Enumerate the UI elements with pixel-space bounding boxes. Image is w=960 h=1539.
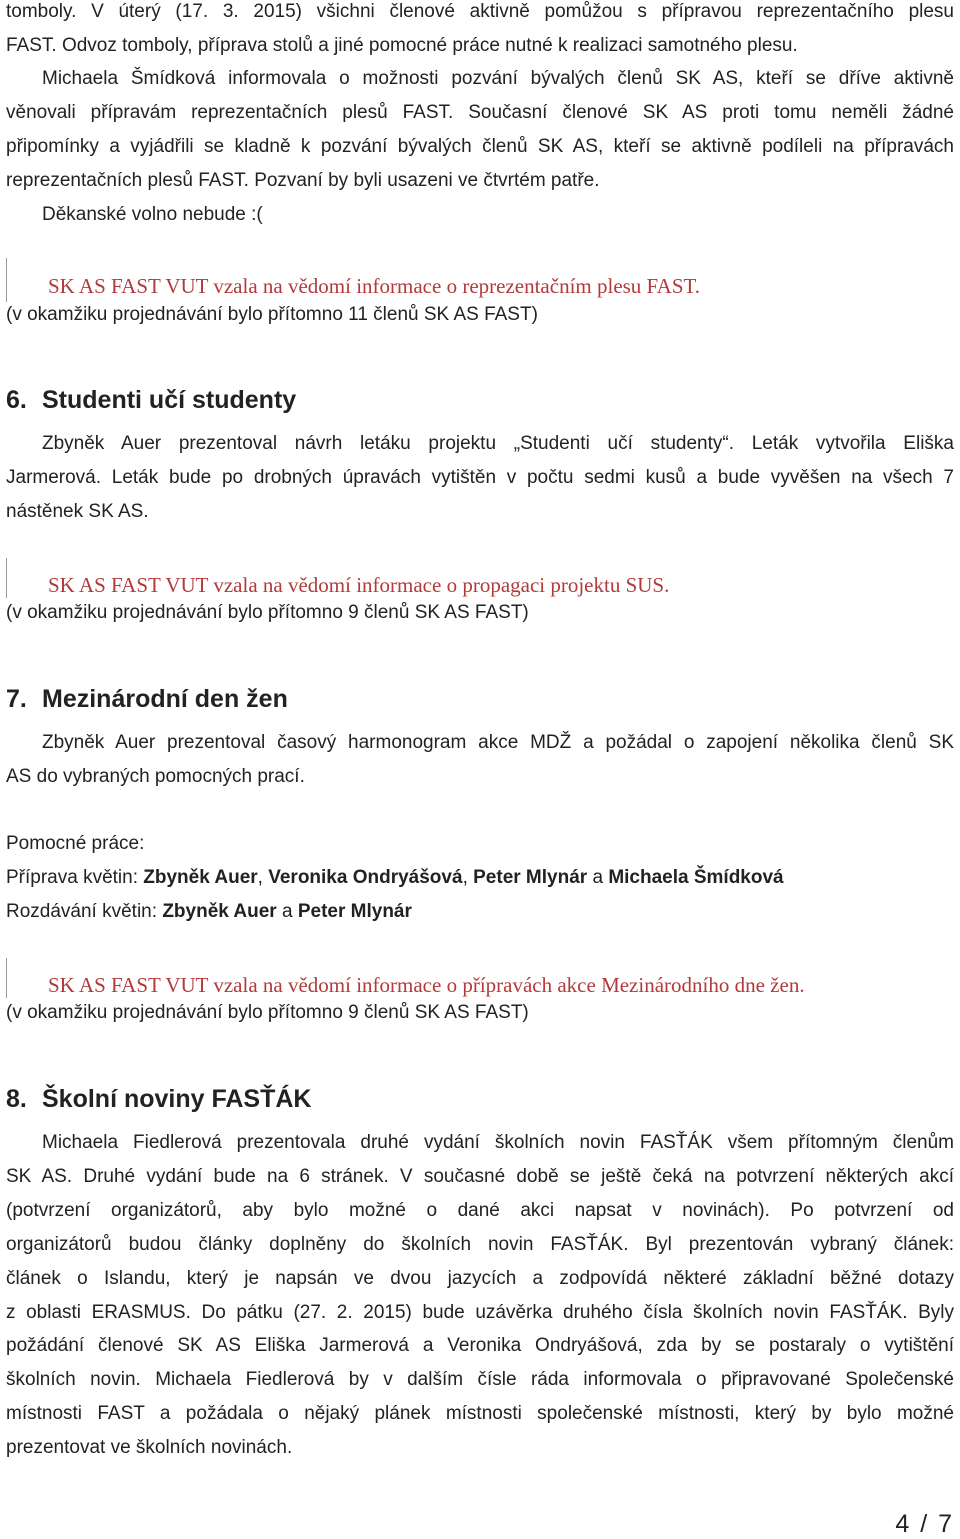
separator: a [281,901,293,922]
text-line: tomboly. V úterý (17. 3. 2015) všichni členové aktivně pomůžou s přípravou reprezentačního plesu [6,1,954,22]
text-line: věnovali přípravám reprezentačních plesů FAST. Současní členové SK AS proti tomu neměli žádné [6,102,954,123]
section-number: 6. [6,386,27,414]
text-line: školních novin. Michaela Fiedlerová by v dalším čísle ráda informovala o připravované Společenské [6,1369,954,1390]
section-title: Školní noviny FASŤÁK [42,1085,312,1113]
attendance-note: (v okamžiku projednávání bylo přítomno 9 členů SK AS FAST) [6,1002,529,1023]
person-name: Peter Mlynár [473,867,588,888]
resolution-marker [6,958,7,998]
text-line: AS do vybraných pomocných prací. [6,766,305,787]
person-name: Veronika Ondryášová [268,867,463,888]
section-heading [6,1083,311,1115]
page-number: 4 / 7 [895,1510,954,1538]
text-line: SK AS. Druhé vydání bude na 6 stránek. V současné době se ještě čeká na potvrzení některých akcí [6,1166,954,1187]
text-line: Zbyněk Auer prezentoval časový harmonogram akce MDŽ a požádal o zapojení několika členů SK [42,732,954,753]
text-line: Děkanské volno nebude :( [42,204,263,225]
flowers-prep-label: Příprava květin: [6,867,138,888]
person-name: Zbyněk Auer [143,867,258,888]
resolution-text: SK AS FAST VUT vzala na vědomí informace o reprezentačním plesu FAST. [48,274,701,298]
person-name: Zbyněk Auer [162,901,277,922]
attendance-note: (v okamžiku projednávání bylo přítomno 11 členů SK AS FAST) [6,304,538,325]
text-line: prezentovat ve školních novinách. [6,1437,293,1458]
text-line: požádání členové SK AS Eliška Jarmerová a Veronika Ondryášová, zda by se postaraly o vytištění [6,1335,954,1356]
text-line: Michaela Šmídková informovala o možnosti pozvání bývalých členů SK AS, kteří se dříve aktivně [42,68,954,89]
text-line: nástěnek SK AS. [6,501,149,522]
flowers-prep-line [6,866,954,890]
text-line: organizátorů budou články doplněny do školních novin FASŤÁK. Byl prezentován vybraný článek: [6,1234,954,1255]
resolution-marker [6,558,7,598]
separator: a [592,867,604,888]
flowers-dist-label: Rozdávání květin: [6,901,158,922]
person-name: Peter Mlynár [297,901,412,922]
resolution-text: SK AS FAST VUT vzala na vědomí informace o přípravách akce Mezinárodního dne žen. [48,973,805,997]
flowers-dist-line [6,900,954,924]
separator: , [257,867,263,888]
attendance-note: (v okamžiku projednávání bylo přítomno 9 členů SK AS FAST) [6,602,529,623]
text-line: místnosti FAST a požádala o nějaký plánek místnosti společenské místnosti, který by bylo možné [6,1403,954,1424]
resolution-text: SK AS FAST VUT vzala na vědomí informace o propagaci projektu SUS. [48,573,670,597]
text-line: článek o Islandu, který je napsán ve dvou jazycích a zodpovídá některé základní běžné dotazy [6,1268,954,1289]
text-line: Zbyněk Auer prezentoval návrh letáku projektu „Studenti učí studenty“. Leták vytvořila Eliška [42,433,954,454]
separator: , [462,867,468,888]
text-line: Jarmerová. Leták bude po drobných úpravách vytištěn v počtu sedmi kusů a bude vyvěšen na všech 7 [6,467,954,488]
section-title: Studenti učí studenty [42,386,297,414]
text-line: z oblasti ERASMUS. Do pátku (27. 2. 2015) bude uzávěrka druhého čísla školních novin FASŤÁK. Byly [6,1302,954,1323]
section-title: Mezinárodní den žen [42,685,288,713]
text-line: reprezentačních plesů FAST. Pozvaní by byli usazeni ve čtvrtém patře. [6,170,600,191]
helpers-label: Pomocné práce: [6,833,145,854]
text-line: FAST. Odvoz tomboly, příprava stolů a jiné pomocné práce nutné k realizaci samotného plesu. [6,35,798,56]
section-heading [6,384,296,416]
resolution-marker [6,258,7,302]
section-number: 8. [6,1085,27,1113]
text-line: Michaela Fiedlerová prezentovala druhé vydání školních novin FASŤÁK všem přítomným členům [42,1132,954,1153]
person-name: Michaela Šmídková [608,867,784,888]
text-line: připomínky a vyjádřili se kladně k pozvání bývalých členů SK AS, kteří se aktivně podíleli na přípravách [6,136,954,157]
section-number: 7. [6,685,27,713]
text-line: (potvrzení organizátorů, aby bylo možné o dané akci napsat v novinách). Po potvrzení od [6,1200,954,1221]
section-heading [6,683,288,715]
